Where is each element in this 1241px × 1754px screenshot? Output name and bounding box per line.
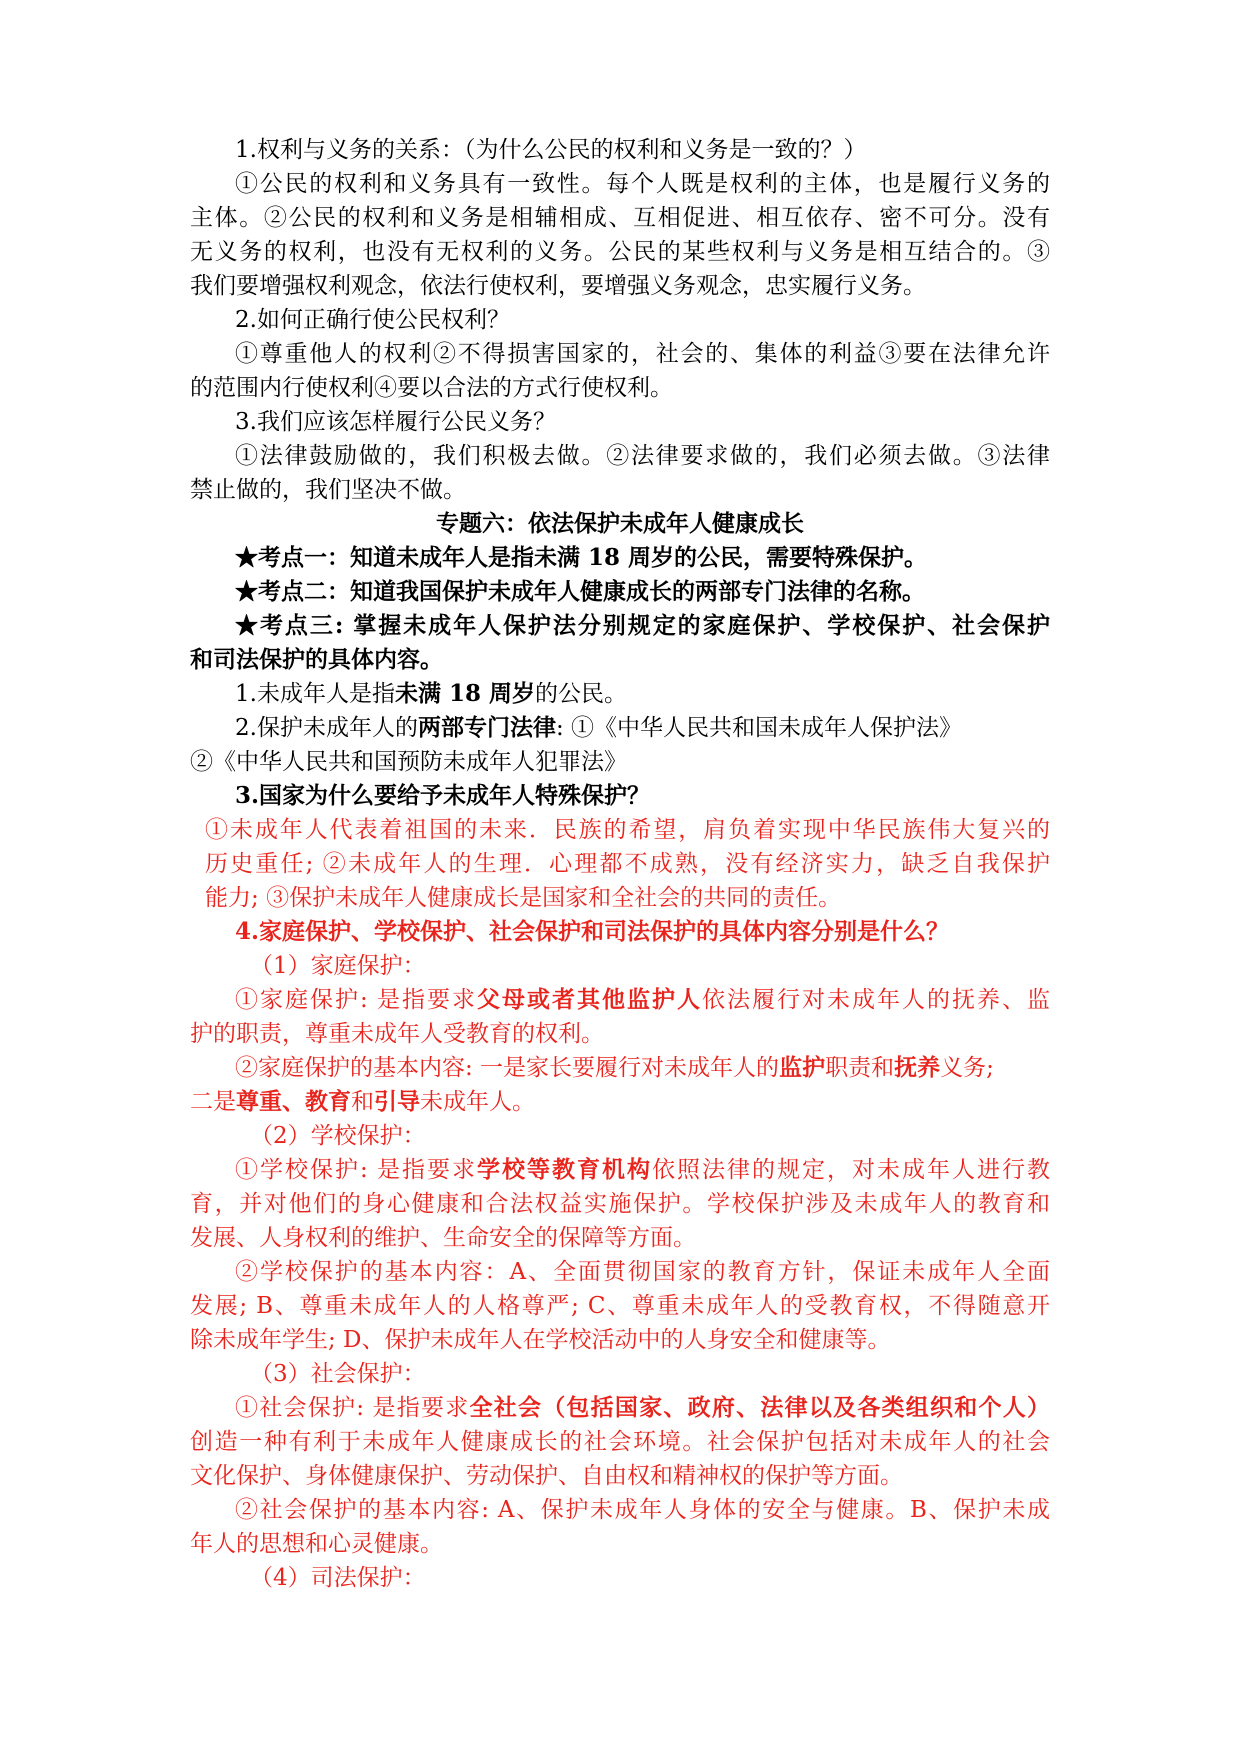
paragraph-line: 创造一种有利于未成年人健康成长的社会环境。社会保护包括对未成年人的社会: [190, 1429, 1050, 1455]
school-text-end: 依照法律的规定，对未成年人进行教: [652, 1157, 1051, 1183]
paragraph-line: 禁止做的，我们坚决不做。: [190, 477, 466, 503]
family-protection-line: [235, 983, 1050, 1017]
key-point-3-cont: 和司法保护的具体内容。: [190, 646, 443, 673]
family-content-text: ②家庭保护的基本内容: 一是家长要履行对未成年人的: [235, 1055, 780, 1081]
answer-1-text-end: 的公民。: [534, 681, 627, 707]
family-emphasis: 监护: [779, 1054, 826, 1081]
q3-answer-text-end: ③保护未成年人健康成长是国家和全社会的共同的责任。: [266, 885, 842, 911]
q3-answer-line: 历史重任; ②未成年人的生理．心理都不成熟，没有经济实力，缺乏自我保护: [205, 851, 1050, 877]
key-point-1: ★考点一：知道未成年人是指未满 18 周岁的公民，需要特殊保护。: [235, 544, 928, 571]
society-protection-line: [235, 1391, 1050, 1425]
judicial-protection-heading: （4）司法保护：: [250, 1565, 426, 1591]
family-emphasis: 尊重、教育: [236, 1088, 351, 1115]
paragraph-line: ②社会保护的基本内容: A、保护未成年人身体的安全与健康。B、保护未成: [235, 1497, 1050, 1523]
q4-heading: 4.家庭保护、学校保护、社会保护和司法保护的具体内容分别是什么？: [235, 918, 950, 945]
paragraph-line: ①尊重他人的权利②不得损害国家的，社会的、集体的利益③要在法律允许: [235, 341, 1050, 367]
school-protection-heading: （2）学校保护：: [250, 1123, 426, 1149]
school-emphasis: 学校等教育机构: [477, 1156, 653, 1183]
paragraph-line: 年人的思想和心灵健康。: [190, 1531, 443, 1557]
q2-heading: 2.如何正确行使公民权利？: [235, 307, 510, 333]
q3-answer-text: 能力;: [205, 885, 267, 911]
family-text: ①家庭保护: 是指要求: [235, 987, 478, 1013]
answer-2-law-1: : ①《中华人民共和国未成年人保护法》: [555, 715, 963, 741]
family-content-line: [235, 1051, 1050, 1085]
society-text: ①社会保护: 是指要求: [235, 1395, 470, 1421]
family-text-end: 依法履行对未成年人的抚养、监: [702, 987, 1051, 1013]
answer-2-text: 2.保护未成年人的: [235, 715, 418, 741]
family-content-line-2: [190, 1085, 1050, 1119]
society-emphasis: 全社会（包括国家、政府、法律以及各类组织和个人）: [469, 1394, 1051, 1421]
q3-special-heading: 3.国家为什么要给予未成年人特殊保护？: [235, 782, 651, 809]
answer-2: [235, 711, 1050, 745]
answer-2-emphasis: 两部专门法律: [417, 714, 556, 741]
answer-2-law-2: ②《中华人民共和国预防未成年人犯罪法》: [190, 749, 627, 775]
family-protection-heading: （1）家庭保护：: [250, 953, 426, 979]
section-title: 专题六：依法保护未成年人健康成长: [436, 510, 804, 537]
answer-1-emphasis: 未满 18 周岁: [394, 680, 535, 707]
paragraph-line: 我们要增强权利观念，依法行使权利，要增强义务观念，忠实履行义务。: [190, 273, 926, 299]
q3-heading: 3.我们应该怎样履行公民义务？: [235, 409, 556, 435]
family-emphasis: 引导: [374, 1088, 420, 1115]
paragraph-line: ②学校保护的基本内容：A、全面贯彻国家的教育方针，保证未成年人全面: [235, 1259, 1050, 1285]
q1-heading: 1.权利与义务的关系：（为什么公民的权利和义务是一致的？）: [235, 137, 867, 163]
answer-1-text: 1.未成年人是指: [235, 681, 395, 707]
paragraph-line: 主体。②公民的权利和义务是相辅相成、互相促进、相互依存、密不可分。没有: [190, 205, 1050, 231]
paragraph-line: 发展、人身权利的维护、生命安全的保障等方面。: [190, 1225, 696, 1251]
paragraph-line: 文化保护、身体健康保护、劳动保护、自由权和精神权的保护等方面。: [190, 1463, 903, 1489]
school-text: ①学校保护: 是指要求: [235, 1157, 478, 1183]
key-point-2: ★考点二：知道我国保护未成年人健康成长的两部专门法律的名称。: [235, 578, 925, 605]
paragraph-line: 育，并对他们的身心健康和合法权益实施保护。学校保护涉及未成年人的教育和: [190, 1191, 1050, 1217]
family-content-text: 未成年人。: [420, 1089, 535, 1115]
family-emphasis: 父母或者其他监护人: [477, 986, 703, 1013]
paragraph-line: ①法律鼓励做的，我们积极去做。②法律要求做的，我们必须去做。③法律: [235, 443, 1050, 469]
paragraph-line: 除未成年学生; D、保护未成年人在学校活动中的人身安全和健康等。: [190, 1327, 891, 1353]
paragraph-line: 的范围内行使权利④要以合法的方式行使权利。: [190, 375, 673, 401]
answer-1: [235, 677, 1050, 711]
family-content-text: 二是: [190, 1089, 236, 1115]
key-point-3: ★考点三: 掌握未成年人保护法分别规定的家庭保护、学校保护、社会保护: [235, 612, 1050, 639]
paragraph-line: ①公民的权利和义务具有一致性。每个人既是权利的主体，也是履行义务的: [235, 171, 1050, 197]
paragraph-line: 发展; B、尊重未成年人的人格尊严; C、尊重未成年人的受教育权，不得随意开: [190, 1293, 1050, 1319]
q3-answer-line: ①未成年人代表着祖国的未来．民族的希望，肩负着实现中华民族伟大复兴的: [205, 817, 1050, 843]
family-emphasis: 抚养: [894, 1054, 941, 1081]
family-content-text: 职责和: [825, 1055, 895, 1081]
society-protection-heading: （3）社会保护：: [250, 1361, 426, 1387]
family-content-text: 义务;: [940, 1055, 994, 1081]
school-protection-line: [235, 1153, 1050, 1187]
paragraph-line: 无义务的权利，也没有无权利的义务。公民的某些权利与义务是相互结合的。③: [190, 239, 1050, 265]
paragraph-line: 护的职责，尊重未成年人受教育的权利。: [190, 1021, 604, 1047]
q3-answer-line: [205, 881, 1050, 915]
family-content-text: 和: [351, 1089, 374, 1115]
